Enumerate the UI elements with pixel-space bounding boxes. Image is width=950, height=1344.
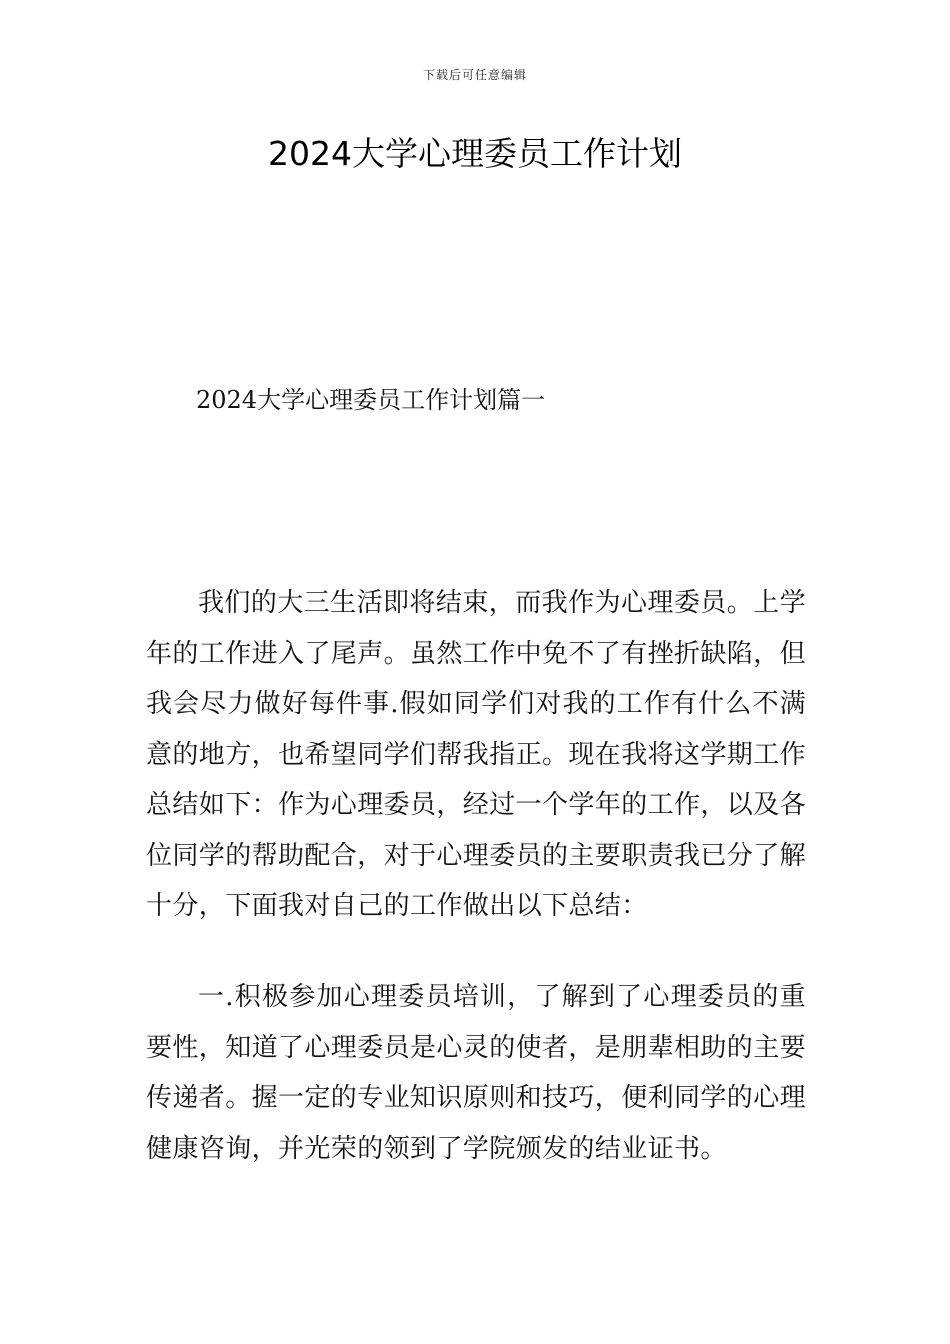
paragraph-2: 一.积极参加心理委员培训，了解到了心理委员的重要性，知道了心理委员是心灵的使者，是朋辈相助的主要传递者。握一定的专业知识原则和技巧，便利同学的心理健康咨询，并光荣的领到了学院颁发的结业证书。 [146, 982, 807, 1164]
paragraph-1: 我们的大三生活即将结束，而我作为心理委员。上学年的工作进入了尾声。虽然工作中免不了有挫折缺陷，但我会尽力做好每件事.假如同学们对我的工作有什么不满意的地方，也希望同学们帮我指正。现在我将这学期工作总结如下：作为心理委员，经过一个学年的工作，以及各位同学的帮助配合，对于心理委员的主要职责我已分了解十分，下面我对自己的工作做出以下总结： [146, 588, 807, 921]
document-title: 2024大学心理委员工作计划 [268, 134, 682, 173]
section-title: 2024大学心理委员工作计划篇一 [196, 386, 546, 414]
header-note: 下载后可任意编辑 [422, 68, 527, 82]
